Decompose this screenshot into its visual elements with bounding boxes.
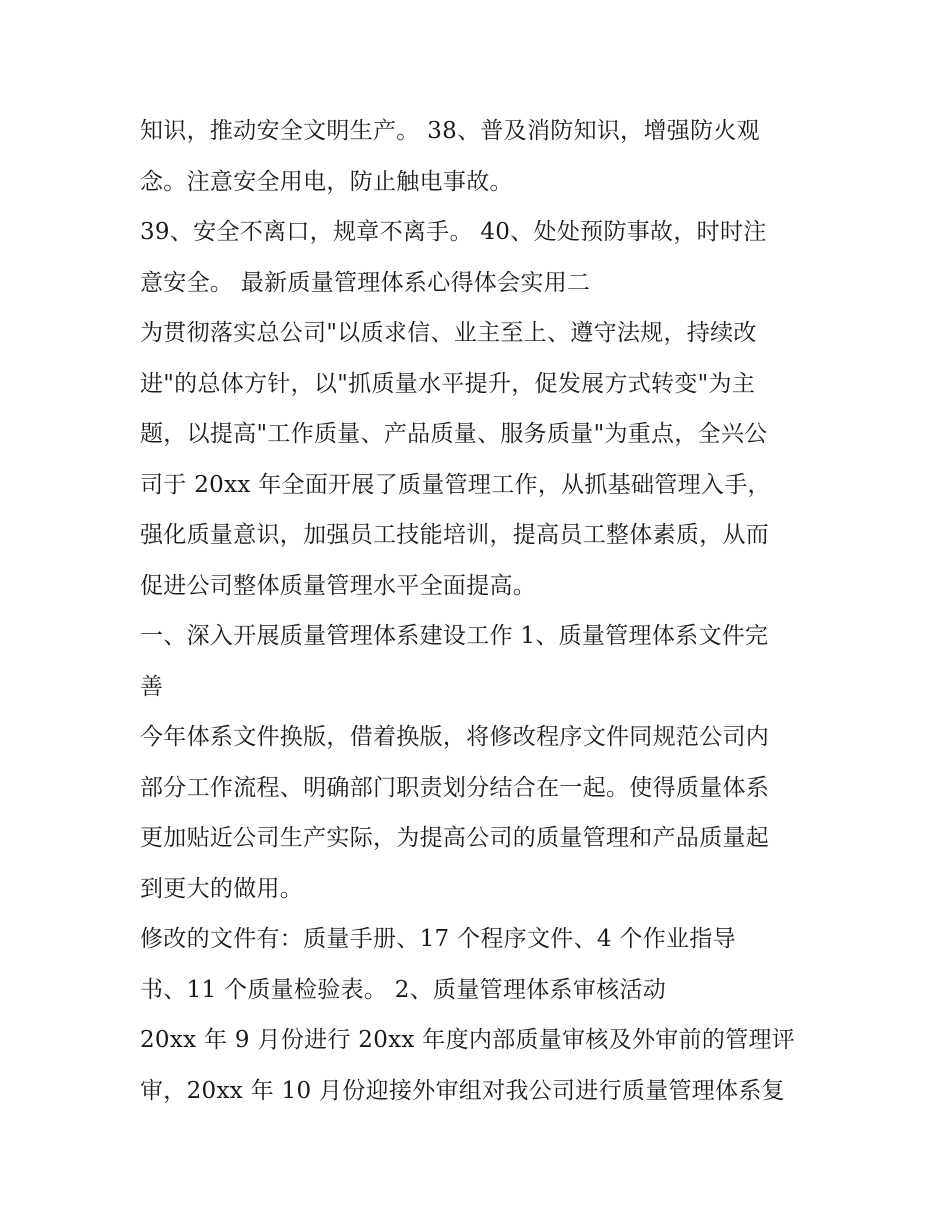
text-line: 意安全。 最新质量管理体系心得体会实用二 [140, 269, 591, 296]
text-line: 审，20xx 年 10 月份迎接外审组对我公司进行质量管理体系复 [140, 1077, 786, 1104]
text-line: 念。注意安全用电，防止触电事故。 [140, 168, 513, 195]
text-line: 修改的文件有：质量手册、17 个程序文件、4 个作业指导 [140, 926, 736, 952]
text-line: 知识，推动安全文明生产。 38、普及消防知识，增强防火观 [140, 118, 760, 144]
text-line: 更加贴近公司生产实际，为提高公司的质量管理和产品质量起 [140, 825, 770, 851]
text-line: 书、11 个质量检验表。 2、质量管理体系审核活动 [140, 976, 667, 1003]
text-line: 今年体系文件换版，借着换版，将修改程序文件同规范公司内 [140, 724, 770, 750]
text-line: 部分工作流程、明确部门职责划分结合在一起。使得质量体系 [140, 774, 770, 801]
text-line: 20xx 年 9 月份进行 20xx 年度内部质量审核及外审前的管理评 [140, 1027, 796, 1053]
text-line: 促进公司整体质量管理水平全面提高。 [140, 572, 537, 599]
document-body [140, 106, 820, 1116]
text-line: 39、安全不离口，规章不离手。 40、处处预防事故，时时注 [140, 219, 767, 245]
text-line: 到更大的做用。 [140, 875, 304, 902]
text-line: 为贯彻落实总公司"以质求信、业主至上、遵守法规，持续改 [140, 320, 757, 346]
text-line: 善 [140, 673, 164, 700]
text-line: 题，以提高"工作质量、产品质量、服务质量"为重点，全兴公 [140, 421, 768, 447]
text-line: 司于 20xx 年全面开展了质量管理工作，从抓基础管理入手， [140, 471, 771, 498]
text-line: 强化质量意识，加强员工技能培训，提高员工整体素质，从而 [140, 522, 770, 548]
text-line: 进"的总体方针，以"抓质量水平提升，促发展方式转变"为主 [140, 370, 756, 397]
text-line: 一、深入开展质量管理体系建设工作 1、质量管理体系文件完 [140, 623, 769, 649]
